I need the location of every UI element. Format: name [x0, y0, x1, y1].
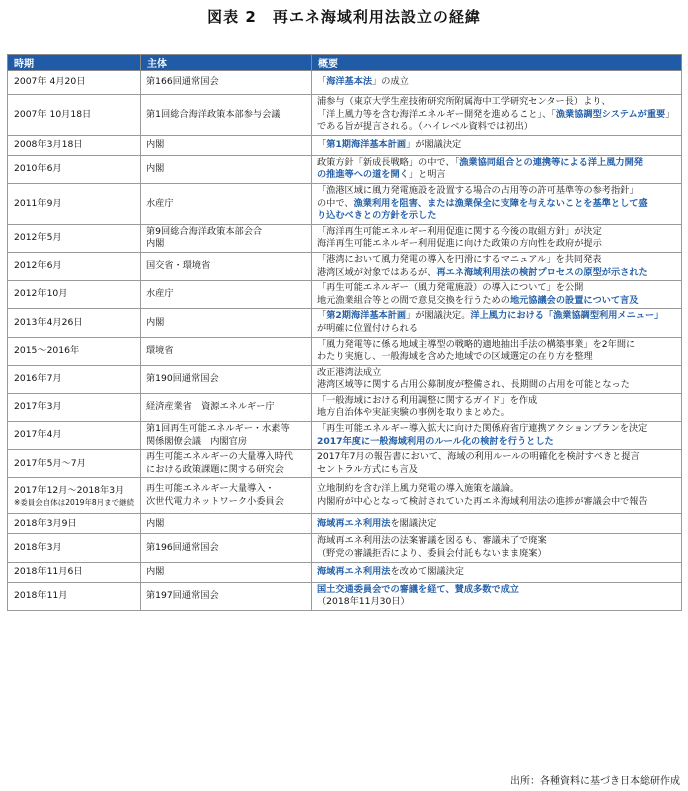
row-actor: [141, 478, 312, 514]
row-actor: [141, 252, 312, 280]
period-text: 2016年7月: [14, 372, 62, 384]
table-body: [8, 71, 682, 611]
actor-line: 第9回総合海洋政策本部会合: [146, 225, 263, 237]
summary-line: [317, 96, 676, 109]
row-period: [8, 514, 141, 534]
row-summary: [312, 183, 682, 224]
table-row: [8, 562, 682, 582]
highlight-text: 漁業利用を阻害、または漁業保全に支障を与えないことを基準として盛: [353, 197, 648, 209]
summary-text: 港湾区域等に関する占用公募制度が整備され、長期間の占用を可能となった: [317, 379, 630, 391]
table-row: [8, 224, 682, 252]
summary-line: [317, 451, 676, 464]
actor-line: 再生可能エネルギー大量導入・: [146, 483, 275, 495]
highlight-text: 2017年度に一般海域利用のルール化の検討を行うとした: [317, 435, 554, 447]
summary-line: [317, 496, 676, 509]
period-text: 2013年4月26日: [14, 316, 83, 328]
actor-line: 内閣: [146, 138, 165, 150]
summary-line: [317, 76, 676, 89]
period-text: 2010年6月: [14, 163, 62, 175]
summary-text: 港湾区域が対象ではあるが、: [317, 266, 437, 278]
period-text: 2012年10月: [14, 288, 68, 300]
row-summary: [312, 155, 682, 183]
table-row: [8, 309, 682, 337]
period-text: 2007年 4月20日: [14, 76, 86, 88]
summary-line: [317, 282, 676, 295]
row-actor: [141, 562, 312, 582]
actor-line: 第1回再生可能エネルギー・水素等: [146, 423, 290, 435]
row-period: [8, 534, 141, 562]
highlight-text: 海域再エネ利用法: [317, 517, 391, 529]
summary-text: 浦参与（東京大学生産技術研究所附属海中工学研究センター長）より、: [317, 96, 611, 107]
summary-line: [317, 351, 676, 364]
summary-line: [317, 566, 676, 579]
row-period: [8, 562, 141, 582]
summary-line: [317, 548, 676, 561]
summary-line: [317, 518, 676, 531]
summary-line: [317, 139, 676, 152]
table-row: [8, 281, 682, 309]
row-summary: [312, 71, 682, 95]
row-actor: [141, 365, 312, 393]
row-summary: [312, 95, 682, 136]
row-summary: [312, 562, 682, 582]
row-summary: [312, 582, 682, 610]
summary-text: が明確に位置付けられる: [317, 322, 419, 334]
summary-line: [317, 210, 676, 223]
table-row: [8, 422, 682, 450]
summary-line: [317, 339, 676, 352]
highlight-text: 洋上風力における「漁業協調型利用メニュー」: [470, 310, 664, 322]
row-period: [8, 365, 141, 393]
summary-text: 」: [665, 108, 675, 120]
summary-text: 「一般海域における利用調整に関するガイド」を作成: [317, 394, 538, 406]
period-text: 2017年4月: [14, 429, 62, 441]
row-summary: [312, 365, 682, 393]
table-header-row: [8, 55, 682, 71]
row-actor: [141, 155, 312, 183]
period-text: 2018年3月: [14, 541, 62, 553]
row-summary: [312, 478, 682, 514]
summary-line: [317, 367, 676, 380]
summary-text: 」が閣議決定: [406, 138, 462, 150]
summary-text: 「: [317, 310, 327, 322]
summary-line: [317, 121, 676, 134]
actor-line: 第166回通常国会: [146, 76, 219, 88]
history-table: [7, 54, 682, 611]
figure-title: 図表 2 再エネ海域利用法設立の経緯: [207, 8, 481, 26]
row-actor: [141, 224, 312, 252]
row-period: [8, 422, 141, 450]
table-row: [8, 514, 682, 534]
period-text: 2017年5月～7月: [14, 457, 86, 469]
table-row: [8, 155, 682, 183]
actor-line: における政策課題に関する研究会: [146, 463, 284, 475]
summary-line: [317, 185, 676, 198]
summary-line: [317, 198, 676, 211]
row-period: [8, 393, 141, 421]
highlight-text: 海域再エネ利用法: [317, 565, 391, 577]
summary-text: 海域再エネ利用法の法案審議を図るも、審議未了で廃案: [317, 535, 547, 547]
summary-text: 「再生可能エネルギー導入拡大に向けた関係府省庁連携アクションプランを決定: [317, 423, 648, 435]
row-period: [8, 224, 141, 252]
highlight-text: 国土交通委員会での審議を経て、賛成多数で成立: [317, 583, 519, 595]
summary-line: [317, 584, 676, 597]
header-actor: 主体: [141, 55, 312, 71]
row-actor: [141, 281, 312, 309]
row-summary: [312, 135, 682, 155]
summary-text: 「: [317, 76, 327, 88]
row-period: [8, 135, 141, 155]
row-period: [8, 450, 141, 478]
row-actor: [141, 71, 312, 95]
row-period: [8, 478, 141, 514]
table-row: [8, 135, 682, 155]
row-actor: [141, 450, 312, 478]
summary-text: 「漁港区域に風力発電施設を設置する場合の占用等の許可基準等の参考指針」: [317, 184, 639, 196]
highlight-text: 第1期海洋基本計画: [326, 138, 407, 150]
row-actor: [141, 582, 312, 610]
summary-line: [317, 323, 676, 336]
table-row: [8, 337, 682, 365]
summary-text: 立地制約を含む洋上風力発電の導入施策を議論。: [317, 483, 520, 495]
row-summary: [312, 422, 682, 450]
period-text: 2017年12月～2018年3月: [14, 485, 125, 497]
period-text: 2011年9月: [14, 197, 62, 209]
actor-line: 経済産業省 資源エネルギー庁: [146, 401, 275, 413]
row-actor: [141, 514, 312, 534]
summary-line: [317, 238, 676, 251]
highlight-text: 漁業協調型システムが重要: [555, 108, 666, 120]
row-period: [8, 337, 141, 365]
summary-text: 「港湾において風力発電の導入を円滑にするマニュアル」を共同発表: [317, 253, 602, 265]
highlight-text: の推進等への道を開く: [317, 169, 409, 181]
actor-line: 第196回通常国会: [146, 541, 219, 553]
summary-line: [317, 267, 676, 280]
period-text: 2012年6月: [14, 260, 62, 272]
actor-line: 内閣: [146, 163, 165, 175]
period-text: 2012年5月: [14, 232, 62, 244]
summary-line: [317, 310, 676, 323]
highlight-text: 漁業協同組合との連携等による洋上風力開発: [459, 156, 643, 168]
summary-line: [317, 295, 676, 308]
table-row: [8, 95, 682, 136]
period-text: 2018年11月6日: [14, 565, 83, 577]
summary-text: を閣議決定: [390, 517, 437, 529]
row-period: [8, 183, 141, 224]
summary-line: [317, 379, 676, 392]
summary-text: セントラル方式にも言及: [317, 463, 418, 475]
actor-line: 水産庁: [146, 197, 174, 209]
actor-line: 次世代電力ネットワーク小委員会: [146, 495, 284, 507]
actor-line: 環境省: [146, 344, 174, 356]
summary-text: 「: [317, 138, 327, 150]
source-note: 出所：各種資料に基づき日本総研作成: [510, 776, 680, 787]
summary-text: を改めて閣議決定: [390, 565, 464, 577]
summary-text: 政策方針「新成長戦略」の中で、「: [317, 156, 460, 168]
actor-line: 第197回通常国会: [146, 589, 219, 601]
highlight-text: り込むべきとの方針を示した: [317, 210, 437, 222]
summary-line: [317, 535, 676, 548]
header-summary: 概要: [312, 55, 682, 71]
row-period: [8, 582, 141, 610]
highlight-text: 地元協議会の設置について言及: [509, 294, 639, 306]
row-period: [8, 71, 141, 95]
summary-text: 「再生可能エネルギー（風力発電施設）の導入について」を公開: [317, 282, 584, 294]
row-actor: [141, 309, 312, 337]
summary-text: 内閣府が中心となって検討されていた再エネ海域利用法の進捗が審議会中で報告: [317, 495, 648, 507]
summary-line: [317, 596, 676, 609]
actor-line: 第190回通常国会: [146, 372, 219, 384]
row-summary: [312, 337, 682, 365]
summary-text: わたり実施し、一般海域を含めた地域での区域選定の在り方を整理: [317, 351, 593, 363]
summary-text: 海洋再生可能エネルギー利用促進に向けた政策の方向性を政府が提示: [317, 238, 602, 250]
row-period: [8, 95, 141, 136]
row-period: [8, 309, 141, 337]
summary-text: 」が閣議決定。: [406, 310, 471, 322]
actor-line: 関係閣僚会議 内閣官房: [146, 435, 248, 447]
period-note: ※委員会自体は2019年8月まで継続: [14, 497, 135, 507]
period-text: 2017年3月: [14, 401, 62, 413]
actor-line: 再生可能エネルギーの大量導入時代: [146, 451, 293, 463]
actor-line: 水産庁: [146, 288, 174, 300]
summary-text: 地元漁業組合等との間で意見交換を行うための: [317, 294, 510, 306]
summary-line: [317, 254, 676, 267]
header-period: 時期: [8, 55, 141, 71]
row-summary: [312, 224, 682, 252]
row-period: [8, 252, 141, 280]
table-row: [8, 365, 682, 393]
highlight-text: 第2期海洋基本計画: [326, 310, 407, 322]
table-row: [8, 478, 682, 514]
actor-line: 内閣: [146, 565, 165, 577]
row-summary: [312, 450, 682, 478]
summary-line: [317, 483, 676, 496]
row-summary: [312, 252, 682, 280]
actor-line: 内閣: [146, 316, 165, 328]
period-text: 2015～2016年: [14, 344, 80, 356]
actor-line: 内閣: [146, 517, 165, 529]
summary-text: 」の成立: [372, 76, 409, 88]
summary-text: 「海洋再生可能エネルギー利用促進に関する今後の取組方針」が決定: [317, 225, 602, 237]
row-period: [8, 155, 141, 183]
summary-line: [317, 109, 676, 122]
summary-line: [317, 407, 676, 420]
actor-line: 国交省・環境省: [146, 260, 211, 272]
actor-line: 第1回総合海洋政策本部参与会議: [146, 108, 281, 120]
row-summary: [312, 309, 682, 337]
summary-text: （野党の審議拒否により、委員会付託もないまま廃案）: [317, 548, 547, 560]
row-summary: [312, 281, 682, 309]
table-row: [8, 582, 682, 610]
table-row: [8, 252, 682, 280]
row-actor: [141, 135, 312, 155]
row-actor: [141, 95, 312, 136]
table-row: [8, 183, 682, 224]
row-summary: [312, 534, 682, 562]
summary-line: [317, 464, 676, 477]
summary-text: 改正港湾法成立: [317, 366, 382, 378]
summary-text: の中で、: [317, 197, 354, 209]
period-text: 2018年11月: [14, 589, 68, 601]
row-summary: [312, 514, 682, 534]
period-text: 2008年3月18日: [14, 138, 83, 150]
row-period: [8, 281, 141, 309]
table-row: [8, 450, 682, 478]
summary-text: である旨が提言される。（ハイレベル資料では初出）: [317, 121, 533, 133]
row-actor: [141, 337, 312, 365]
row-actor: [141, 183, 312, 224]
table-row: [8, 393, 682, 421]
row-actor: [141, 534, 312, 562]
highlight-text: 再エネ海域利用法の検討プロセスの原型が示された: [436, 266, 648, 278]
summary-line: [317, 226, 676, 239]
summary-text: 地方自治体や実証実験の事例を取りまとめた。: [317, 407, 510, 419]
summary-line: [317, 157, 676, 170]
summary-text: 「風力発電等に係る地域主導型の戦略的適地抽出手法の構築事業」を2年間に: [317, 338, 636, 350]
summary-line: [317, 395, 676, 408]
row-actor: [141, 422, 312, 450]
highlight-text: 海洋基本法: [326, 76, 373, 88]
period-text: 2018年3月9日: [14, 517, 77, 529]
row-actor: [141, 393, 312, 421]
period-text: 2007年 10月18日: [14, 108, 92, 120]
summary-line: [317, 436, 676, 449]
summary-text: 「洋上風力等を含む海洋エネルギー開発を進めること」、「: [317, 108, 556, 120]
summary-text: （2018年11月30日）: [317, 596, 410, 608]
table-row: [8, 71, 682, 95]
row-summary: [312, 393, 682, 421]
summary-line: [317, 169, 676, 182]
table-row: [8, 534, 682, 562]
summary-text: 」と明言: [408, 169, 446, 181]
summary-text: 2017年7月の報告書において、海域の利用ルールの明確化を検討すべきと提言: [317, 451, 640, 463]
actor-line: 内閣: [146, 238, 165, 250]
summary-line: [317, 423, 676, 436]
